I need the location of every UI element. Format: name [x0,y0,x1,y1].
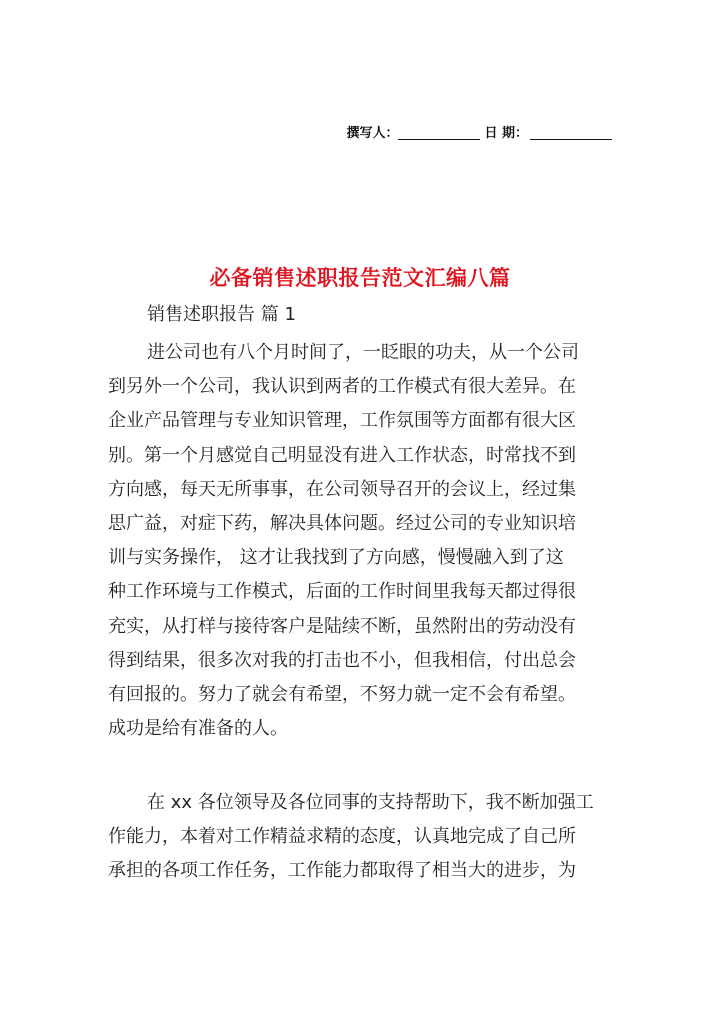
paragraph-line: 种工作环境与工作模式，后面的工作时间里我每天都过得很 [108,581,576,603]
date-label: 日 期： [484,126,528,141]
paragraph-line: 思广益，对症下药，解决具体问题。经过公司的专业知识培 [108,512,576,534]
date-blank-line[interactable] [530,125,612,140]
paragraph-1 [108,336,612,746]
paragraph-line: 企业产品管理与专业知识管理，工作氛围等方面都有很大区 [108,410,576,432]
paragraph-line: 方向感，每天无所事事，在公司领导召开的会议上，经过集 [108,478,576,500]
paragraph-line: 承担的各项工作任务，工作能力都取得了相当大的进步，为 [108,860,576,882]
paragraph-line: 进公司也有八个月时间了，一眨眼的功夫，从一个公司 [147,342,579,363]
paragraph-line: 到另外一个公司，我认识到两者的工作模式有很大差异。在 [108,376,576,398]
paragraph-line: 别。第一个月感觉自己明显没有进入工作状态，时常找不到 [108,444,576,466]
paragraph-line: 成功是给有准备的人。 [108,718,288,740]
section-heading: 销售述职报告 篇 1 [147,304,296,325]
document-title: 必备销售述职报告范文汇编八篇 [209,265,511,290]
paragraph-line: 得到结果，很多次对我的打击也不小，但我相信，付出总会 [108,649,576,671]
paragraph-line: 作能力，本着对工作精益求精的态度，认真地完成了自己所 [108,826,576,848]
document-header [346,122,612,141]
author-label: 撰写人： [346,126,399,141]
paragraph-line: 训与实务操作， 这才让我找到了方向感，慢慢融入到了这 [108,547,564,569]
paragraph-line: 在 xx 各位领导及各位同事的支持帮助下，我不断加强工 [147,792,594,813]
paragraph-2 [108,786,612,889]
paragraph-line: 充实，从打样与接待客户是陆续不断，虽然附出的劳动没有 [108,615,576,637]
author-blank-line[interactable] [398,125,480,140]
paragraph-line: 有回报的。努力了就会有希望，不努力就一定不会有希望。 [108,683,576,705]
